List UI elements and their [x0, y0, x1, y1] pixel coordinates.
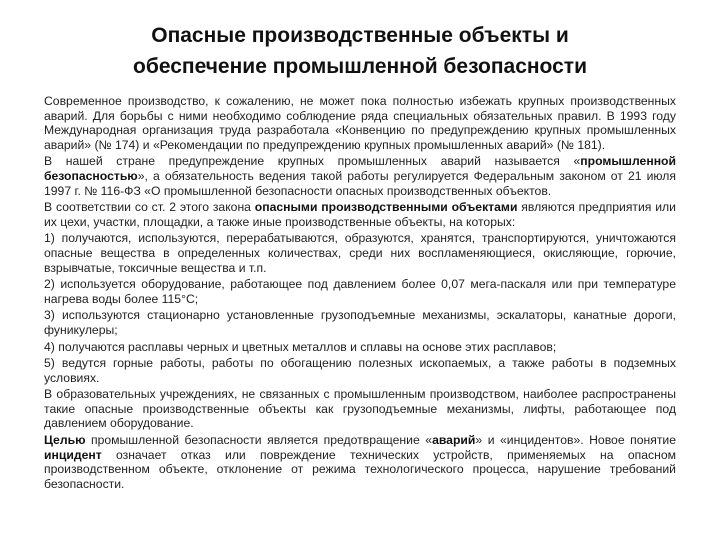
title-line-1: Опасные производственные объекты и [151, 24, 569, 47]
paragraph-definition [44, 200, 676, 229]
list-item-1: 1) получаются, используются, перерабатываются, образуются, хранятся, транспортируются, уничтожаются опасные вещества в определенных количествах, среди них воспламеняющиеся, окисляющие, горючие, взрывчатые, токсичные вещества и т.п. [44, 231, 676, 275]
paragraph-goal-part-f: означает отказ или повреждение технических устройств, применяемых на опасном производственном объекте, отклонение от режима технологического процесса, нарушение требований безопасности. [44, 447, 676, 491]
paragraph-definition-part-a: В соответствии со ст. 2 этого закона [44, 200, 255, 215]
body-text [44, 94, 676, 491]
list-item-5: 5) ведутся горные работы, работы по обогащению полезных ископаемых, а также работы в подземных условиях. [44, 356, 676, 385]
paragraph-definition-part-c: являются предприятия или их цехи, участки, площадки, а также иные производственные объекты, на которых: [44, 200, 676, 229]
paragraph-goal-part-b: промышленной безопасности является предотвращение « [85, 433, 433, 448]
term-goal: Целью [44, 433, 86, 448]
term-accidents: аварий [432, 433, 476, 448]
term-industrial-safety: промышленной безопасностью [44, 154, 676, 183]
paragraph-education: В образовательных учреждениях, не связанных с промышленным производством, наиболее распространены такие опасные производственные объекты как грузоподъемные механизмы, лифты, работающее под давлением оборудование. [44, 387, 676, 431]
list-item-4: 4) получаются расплавы черных и цветных металлов и сплавы на основе этих расплавов; [44, 339, 557, 354]
title-line-2: обеспечение промышленной безопасности [133, 55, 587, 78]
paragraph-law [44, 154, 676, 198]
paragraph-goal [44, 433, 676, 491]
paragraph-intro: Современное производство, к сожалению, не может пока полностью избежать крупных производственных аварий. Для борьбы с ними необходимо соблюдение ряда специальных обязательных правил. В 1993 году Международная организация труда разработала «Конвенцию по предупреждению крупных промышленных аварий» (№ 174) и «Рекомендации по предупреждению крупных промышленных аварий» (№ 181). [44, 94, 676, 152]
list-item-2: 2) используется оборудование, работающее под давлением более 0,07 мега-паскаля или при температуре нагрева воды более 115°С; [44, 277, 676, 306]
term-hazardous-objects: опасными производственными объектами [254, 200, 518, 215]
paragraph-law-part-a: В нашей стране предупреждение крупных промышленных аварий называется « [44, 154, 581, 169]
term-incident: инцидент [44, 447, 102, 462]
page-title [44, 20, 676, 82]
list-item-3: 3) используются стационарно установленные грузоподъемные механизмы, эскалаторы, канатные дороги, фуникулеры; [44, 308, 676, 337]
paragraph-goal-part-d: » и «инцидентов». Новое понятие [475, 433, 676, 448]
paragraph-law-part-c: », а обязательность ведения такой работы регулируется Федеральным законом от 21 июля 1997 г. № 116-ФЗ «О промышленной безопасности опасных производственных объектов. [44, 168, 676, 198]
